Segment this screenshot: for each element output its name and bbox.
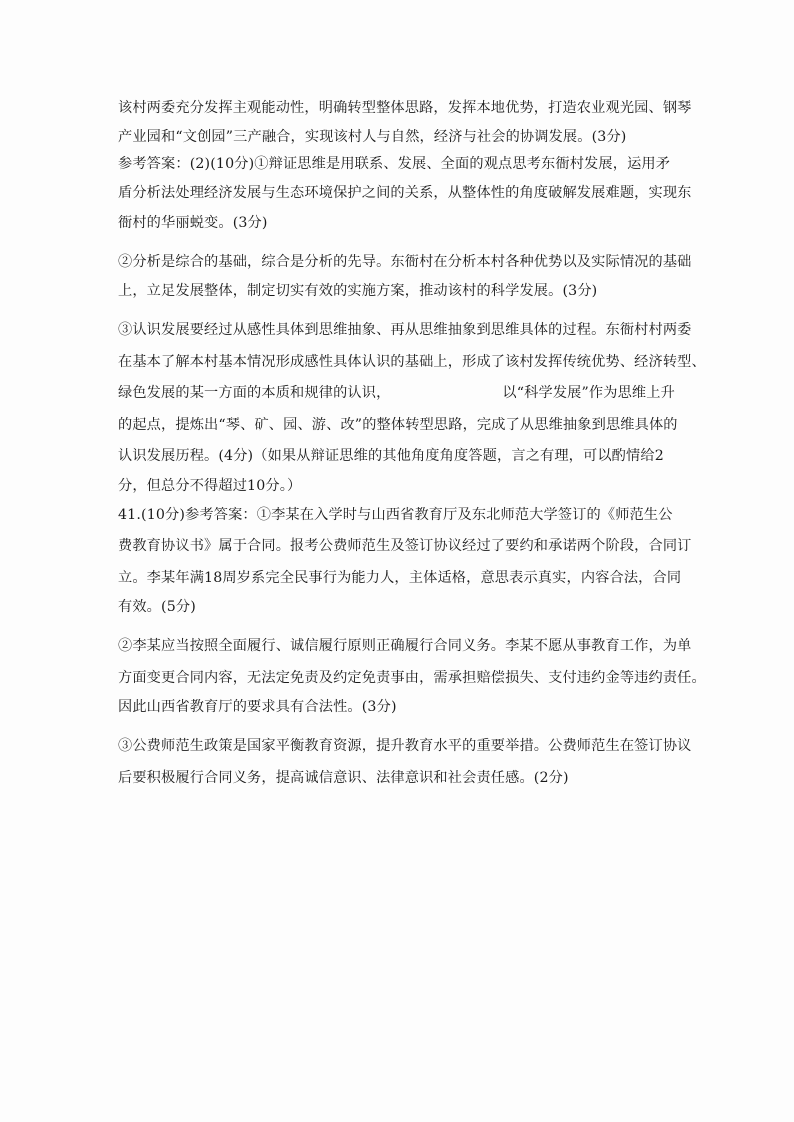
text-line: ③公费师范生政策是国家平衡教育资源，提升教育水平的重要举措。公费师范生在签订协议 — [118, 738, 692, 755]
text-line: 后要积极履行合同义务，提高诚信意识、法律意识和社会责任感。(2分) — [118, 769, 569, 786]
text-line: 在基本了解本村基本情况形成感性具体认识的基础上，形成了该村发挥传统优势、经济转型、 — [118, 353, 706, 370]
text-line: 参考答案：(2)(10分)①辩证思维是用联系、发展、全面的观点思考东衙村发展，运用矛 — [118, 156, 671, 172]
text-line: 方面变更合同内容，无法定免责及约定免责事由，需承担赔偿损失、支付违约金等违约责任。 — [118, 669, 706, 686]
text-line: 衙村的华丽蜕变。(3分) — [118, 214, 268, 231]
text-line: ②分析是综合的基础，综合是分析的先导。东衙村在分析本村各种优势以及实际情况的基础 — [118, 253, 692, 270]
text-line: 绿色发展的某一方面的本质和规律的认识， 以“科学发展”作为思维上升 — [118, 385, 675, 402]
text-line: ②李某应当按照全面履行、诚信履行原则正确履行合同义务。李某不愿从事教育工作，为单 — [118, 638, 692, 655]
text-line: 该村两委充分发挥主观能动性，明确转型整体思路，发挥本地优势，打造农业观光园、钢琴 — [118, 99, 692, 116]
text-line: 费教育协议书》属于合同。报考公费师范生及签订协议经过了要约和承诺两个阶段，合同订 — [118, 538, 692, 555]
text-line: 认识发展历程。(4分)（如果从辩证思维的其他角度角度答题，言之有理，可以酌情给2 — [118, 448, 664, 465]
text-line: ③认识发展要经过从感性具体到思维抽象、再从思维抽象到思维具体的过程。东衙村村两委 — [118, 322, 692, 339]
text-line: 41.(10分)参考答案：①李某在入学时与山西省教育厅及东北师范大学签订的《师范生公 — [118, 506, 673, 523]
text-line: 分，但总分不得超过10分。） — [118, 477, 302, 494]
text-line: 产业园和“文创园”三产融合，实现该村人与自然，经济与社会的协调发展。(3分) — [118, 129, 627, 145]
text-line: 上，立足发展整体，制定切实有效的实施方案，推动该村的科学发展。(3分) — [118, 283, 598, 299]
text-line: 盾分析法处理经济发展与生态环境保护之间的关系，从整体性的角度破解发展难题，实现东 — [118, 185, 692, 202]
answer-text-block — [118, 92, 706, 794]
text-line: 有效。(5分) — [118, 599, 196, 615]
text-line: 的起点，提炼出“琴、矿、园、游、改”的整体转型思路，完成了从思维抽象到思维具体的 — [118, 416, 678, 433]
text-line: 因此山西省教育厅的要求具有合法性。(3分) — [118, 699, 397, 715]
text-line: 立。李某年满18周岁系完全民事行为能力人，主体适格，意思表示真实，内容合法，合同 — [118, 569, 682, 586]
